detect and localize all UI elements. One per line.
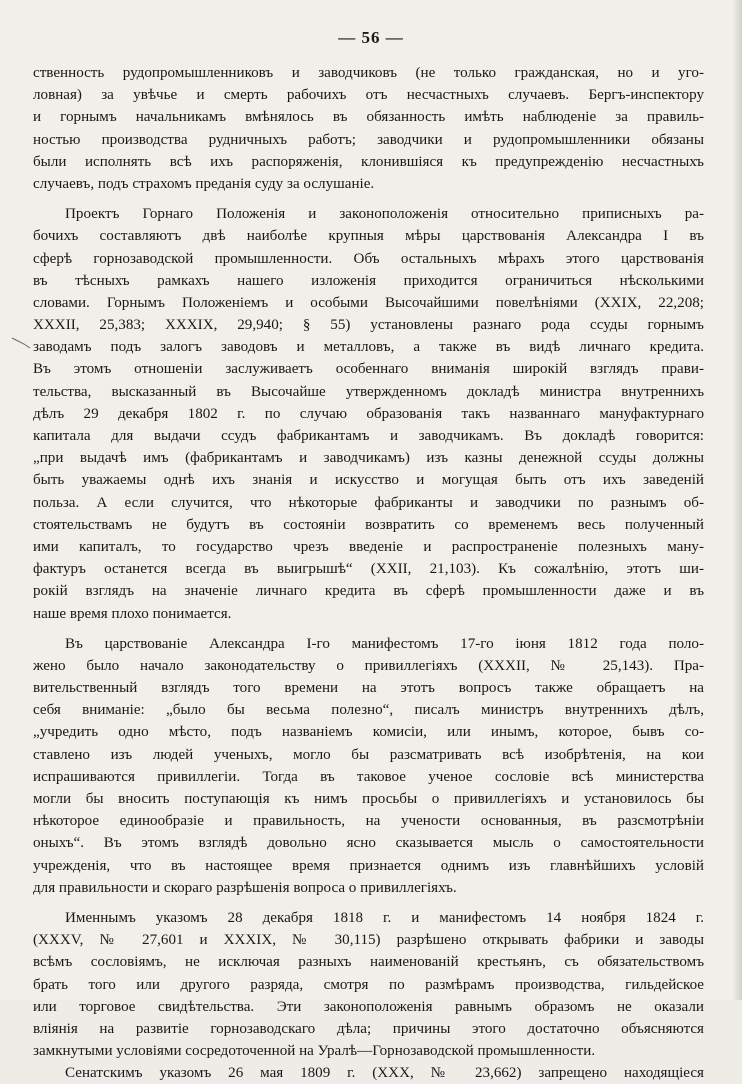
text-line: (XXXV, № 27,601 и XXXIX, № 30,115) разрѣшено открывать фабрики и заводы	[33, 932, 704, 949]
text-line: ими капиталъ, то государство чрезъ введеніе и распространеніе полезныхъ ману-	[33, 538, 704, 555]
text-line: дѣлъ 29 декабря 1802 г. по случаю образованія такъ названнаго мануфактурнаго	[33, 405, 704, 422]
text-line: ностью производства рудничныхъ работъ; заводчики и рудопромышленники обязаны	[33, 131, 704, 148]
text-line: заводамъ подъ залогъ заводовъ и металловъ, а также въ видѣ личнаго кредита.	[33, 339, 704, 356]
text-line: Проектъ Горнаго Положенія и законоположенія относительно приписныхъ ра-	[65, 206, 704, 223]
text-line: въ тѣсныхъ рамкахъ нашего изложенія приходится ограничиться нѣсколькими	[33, 272, 704, 289]
text-line: словами. Горнымъ Положеніемъ и особыми Высочайшими повелѣніями (XXIX, 22,208;	[33, 294, 704, 311]
text-line: быть уважаемы однѣ ихъ знанія и искусство и могущая быть отъ ихъ заведеній	[33, 472, 704, 489]
text-line: ловная) за увѣчье и смерть рабочихъ отъ несчастныхъ случаевъ. Бергъ-инспектору	[33, 87, 704, 104]
text-line: оныхъ“. Въ этомъ взглядѣ довольно ясно сказывается мысль о самостоятельности	[33, 835, 704, 852]
text-line: Именнымъ указомъ 28 декабря 1818 г. и манифестомъ 14 ноября 1824 г.	[65, 909, 704, 926]
text-line: Въ царствованіе Александра I-го манифестомъ 17-го іюня 1812 года поло-	[65, 635, 704, 652]
text-line: вліянія на развитіе горнозаводскаго дѣла; причины этого достаточно объясняются	[33, 1020, 704, 1037]
text-line: всѣмъ сословіямъ, не исключая разныхъ наименованій крестьянъ, съ обязательствомъ	[33, 954, 704, 971]
paragraph-3	[33, 633, 704, 899]
text-line: нѣкоторое единообразіе и правильность, на учености основанныя, въ разсмотрѣніи	[33, 813, 704, 830]
text-line: сферѣ горнозаводской промышленности. Объ остальныхъ мѣрахъ этого царствованія	[33, 250, 704, 267]
text-line: могли бы вносить поступающія къ нимъ просьбы о привиллегіяхъ и установилось бы	[33, 791, 704, 807]
text-line: для правильности и скораго разрѣшенія вопроса о привиллегіяхъ.	[33, 879, 457, 896]
body-text	[33, 62, 704, 1084]
text-line: наше время плохо понимается.	[33, 605, 232, 622]
text-line: стоятельствамъ не будутъ въ состояніи возвратить со временемъ весь полученный	[33, 516, 704, 533]
text-line: рокій взглядъ на значеніе личнаго кредита въ сферѣ промышленности даже и въ	[33, 583, 704, 600]
text-line: жено было начало законодательству о привиллегіяхъ (XXXII, № 25,143). Пра-	[33, 657, 704, 674]
text-line: тельства, высказанный въ Высочайше утвержденномъ докладѣ министра внутреннихъ	[33, 383, 704, 400]
text-line: фактуръ останется всегда въ выигрышѣ“ (XXII, 21,103). Къ сожалѣнію, этотъ ши-	[33, 561, 704, 578]
paragraph-1	[33, 62, 704, 195]
text-line: замкнутыми условіями сосредоточенной на Уралѣ—Горнозаводской промышленности.	[33, 1043, 596, 1060]
text-line: бочихъ составляютъ двѣ наиболѣе крупныя мѣры царствованія Александра I въ	[33, 228, 704, 245]
text-line: и горнымъ начальникамъ вмѣнялось въ обязанность имѣть наблюденіе за правиль-	[33, 109, 704, 126]
paragraph-5	[33, 1062, 704, 1084]
text-line: или торговое свидѣтельства. Эти законоположенія равнымъ образомъ не оказали	[33, 998, 704, 1015]
paragraph-4	[33, 907, 704, 1062]
text-line: XXXII, 25,383; XXXIX, 29,940; § 55) установлены разнаго рода ссуды горнымъ	[33, 317, 704, 334]
text-line: случаевъ, подъ страхомъ преданія суду за ослушаніе.	[33, 175, 375, 192]
text-line: ственность рудопромышленниковъ и заводчиковъ (не только гражданская, но и уго-	[33, 65, 704, 81]
text-line: были исполнять всѣ ихъ распоряженія, клонившіяся къ предупрежденію несчастныхъ	[33, 153, 704, 170]
text-line: „учредить одно мѣсто, подъ названіемъ комисіи, или инымъ, которое, бывъ со-	[33, 724, 704, 741]
text-line: капитала для выдачи ссудъ фабрикантамъ и заводчикамъ. Въ докладѣ говорится:	[33, 428, 704, 444]
text-line: испрашиваются привиллегіи. Тогда въ таковое ученое сословіе всѣ министерства	[33, 768, 704, 785]
text-line: Сенатскимъ указомъ 26 мая 1809 г. (XXX, № 23,662) запрещено находящіеся	[65, 1065, 704, 1082]
text-line: себя вниманіе: „было бы весьма полезно“, писалъ министръ внутреннихъ дѣлъ,	[33, 702, 704, 719]
text-line: польза. А если случится, что нѣкоторые фабриканты и заводчики по разнымъ об-	[33, 494, 704, 511]
pencil-margin-mark	[10, 336, 32, 350]
text-line: „при выдачѣ имъ (фабрикантамъ и заводчикамъ) изъ казны денежной ссуды должны	[33, 450, 704, 467]
text-line: брать того или другого разряда, смотря по размѣрамъ производства, гильдейское	[33, 976, 704, 993]
paragraph-2	[33, 203, 704, 625]
scan-edge-shadow	[732, 0, 742, 1000]
text-line: Въ этомъ отношеніи заслуживаетъ особеннаго вниманія широкій взглядъ прави-	[33, 361, 704, 378]
text-line: вительственный взглядъ того времени на этотъ вопросъ также обращаетъ на	[33, 680, 704, 697]
text-line: ставлено изъ людей ученыхъ, могло бы разсматривать всѣ изобрѣтенія, на кои	[33, 746, 704, 763]
page-number: — 56 —	[338, 28, 404, 47]
text-line: учрежденія, что въ настоящее время признается однимъ изъ главнѣйшихъ условій	[33, 857, 704, 874]
